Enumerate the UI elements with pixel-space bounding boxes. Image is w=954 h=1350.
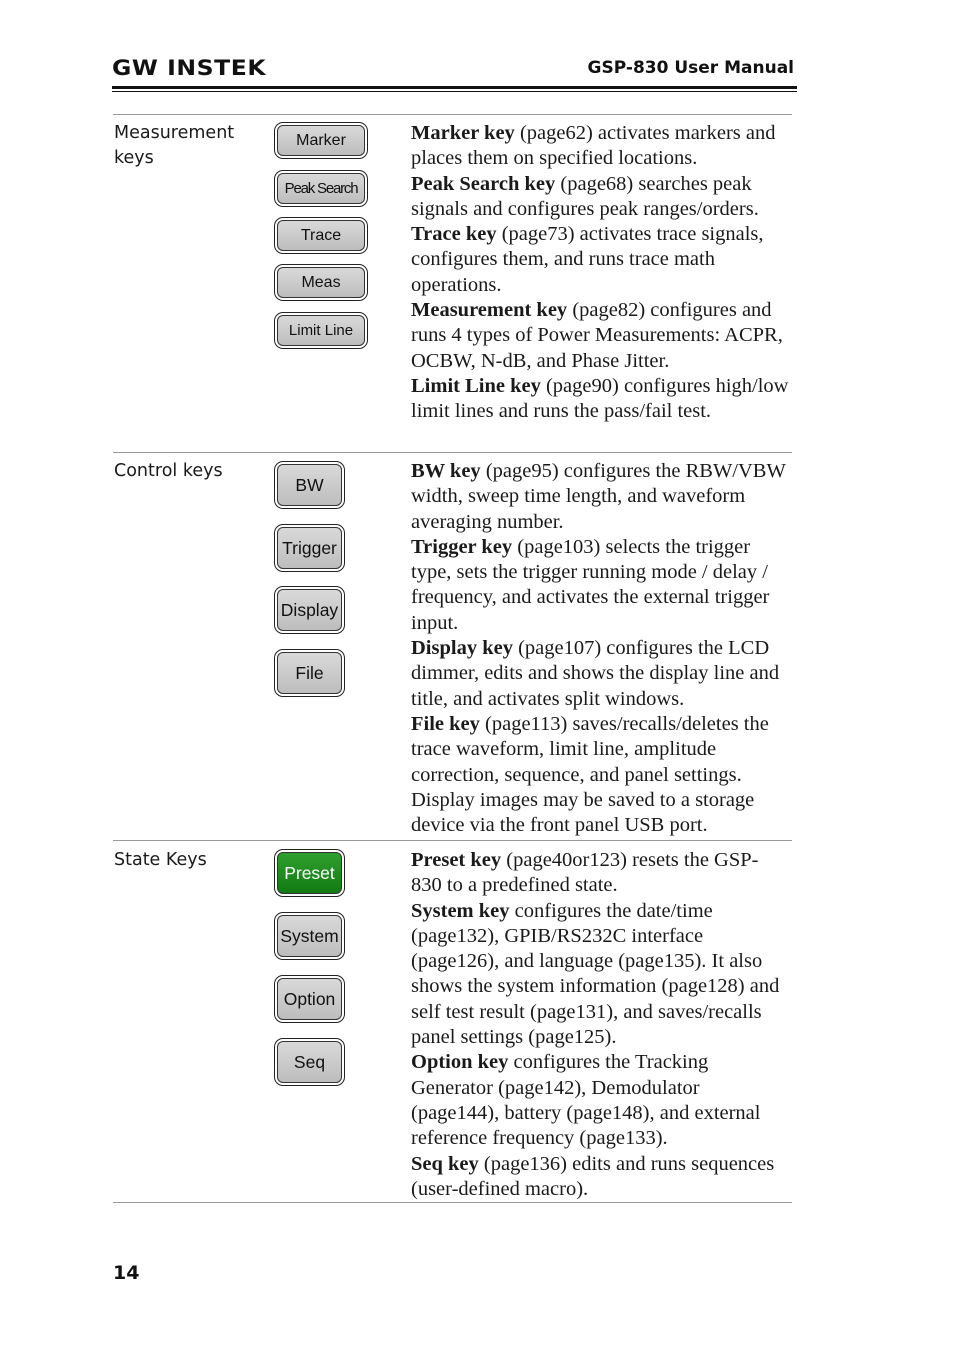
seq-key: Seq <box>274 1038 345 1086</box>
preset-key: Preset <box>274 849 345 897</box>
table-row-rule <box>113 840 792 841</box>
row-label-control-keys: Control keys <box>114 461 223 481</box>
limit-line-key: Limit Line <box>274 312 368 349</box>
paragraph-bw: BW key (page95) configures the RBW/VBW width, sweep time length, and waveform averaging number. <box>411 460 786 533</box>
state-keys-description <box>411 848 789 1202</box>
paragraph-trace: Trace key (page73) activates trace signals, configures them, and runs trace math operations. <box>411 223 764 296</box>
paragraph-peak-search: Peak Search key (page68) searches peak signals and configures peak ranges/orders. <box>411 172 759 220</box>
paragraph-system: System key configures the date/time (page132), GPIB/RS232C interface (page126), and language (page135). It also shows the system information (page128) and self test result (page131), and saves/recalls panel settings (page125). <box>411 899 780 1049</box>
measurement-keys-description <box>411 121 789 425</box>
manual-title: GSP-830 User Manual <box>587 58 794 78</box>
paragraph-marker: Marker key (page62) activates markers and places them on specified locations. <box>411 122 776 170</box>
header-rule-thin <box>112 91 797 92</box>
paragraph-preset: Preset key (page40or123) resets the GSP-830 to a predefined state. <box>411 849 759 897</box>
control-keys-description <box>411 459 789 838</box>
page-number: 14 <box>113 1262 140 1284</box>
marker-key: Marker <box>274 122 368 159</box>
row-label-measurement-keys: Measurement keys <box>114 123 235 168</box>
paragraph-file: File key (page113) saves/recalls/deletes the trace waveform, limit line, amplitude correction, sequence, and panel settings. Display images may be saved to a storage device via the front panel USB port. <box>411 712 769 837</box>
row-label-state-keys: State Keys <box>114 850 207 870</box>
trigger-key: Trigger <box>274 524 345 572</box>
system-key: System <box>274 912 345 960</box>
paragraph-trigger: Trigger key (page103) selects the trigger type, sets the trigger running mode / delay / frequency, and activates the external trigger input. <box>411 535 770 634</box>
bw-key: BW <box>274 461 345 509</box>
option-key: Option <box>274 975 345 1023</box>
display-key: Display <box>274 586 345 634</box>
trace-key: Trace <box>274 217 368 254</box>
header-rule <box>112 86 797 89</box>
paragraph-limit-line: Limit Line key (page90) configures high/low limit lines and runs the pass/fail test. <box>411 374 789 423</box>
table-top-rule <box>113 114 792 115</box>
peak-search-key: Peak Search <box>274 170 368 207</box>
table-row-rule <box>113 452 792 453</box>
gwinstek-logo: GW INSTEK <box>112 56 267 80</box>
file-key: File <box>274 649 345 697</box>
paragraph-measurement: Measurement key (page82) configures and runs 4 types of Power Measurements: ACPR, OCBW, N-dB, and Phase Jitter. <box>411 299 783 372</box>
meas-key: Meas <box>274 264 368 301</box>
paragraph-display: Display key (page107) configures the LCD dimmer, edits and shows the display line and title, and activates split windows. <box>411 637 780 710</box>
paragraph-seq: Seq key (page136) edits and runs sequences (user-defined macro). <box>411 1152 775 1200</box>
paragraph-option: Option key configures the Tracking Generator (page142), Demodulator (page144), battery (page148), and external reference frequency (page133). <box>411 1051 761 1150</box>
